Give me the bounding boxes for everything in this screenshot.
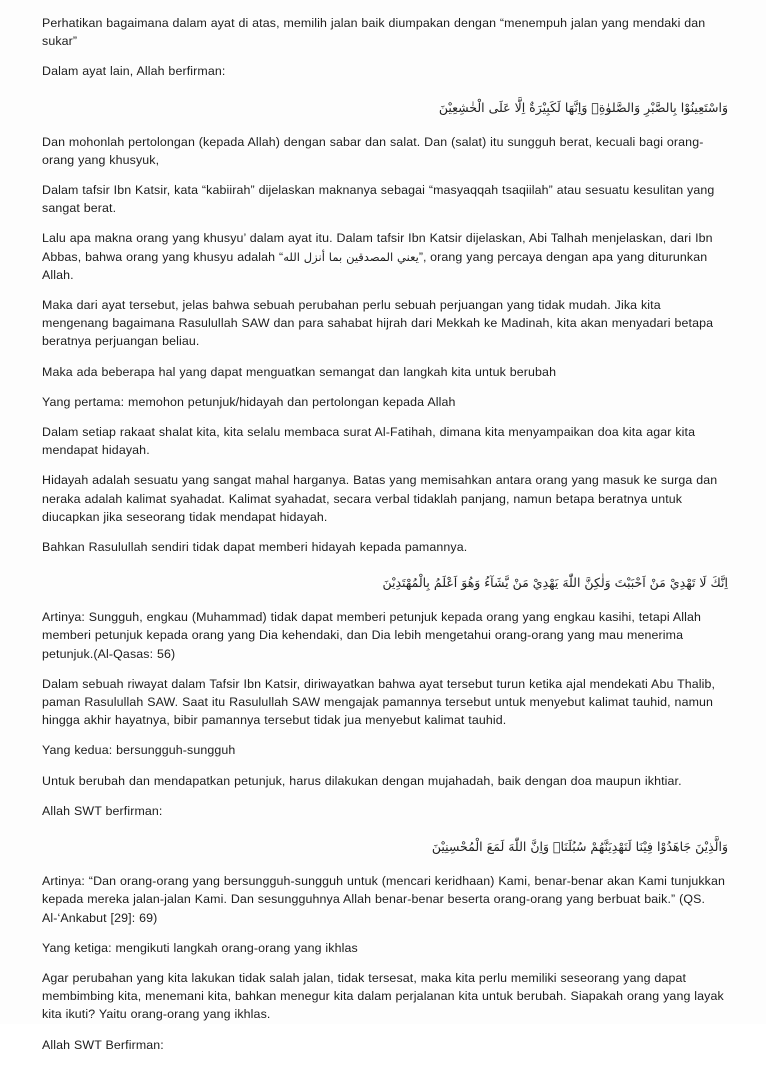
paragraph-tafsir-kabiirah: Dalam tafsir Ibn Katsir, kata “kabiirah” dijelaskan maknanya sebagai “masyaqqah tsaqiilah” atau sesuatu kesulitan yang sangat berat.	[42, 183, 715, 216]
paragraph-memilih-pembimbing: Agar perubahan yang kita lakukan tidak salah jalan, tidak tersesat, maka kita perlu memiliki seseorang yang dapat membimbing kita, menemani kita, bahkan menegur kita dalam perjalanan kita untuk berubah. Siapakah orang yang layak kita ikuti? Yaitu orang-orang yang ikhlas.	[42, 970, 724, 1022]
paragraph-allah-swt-berfirman-1: Allah SWT berfirman:	[42, 803, 163, 818]
paragraph-beberapa-hal-menguatkan: Maka ada beberapa hal yang dapat menguatkan semangat dan langkah kita untuk berubah	[42, 364, 557, 379]
paragraph-rakaat-al-fatihah: Dalam setiap rakaat shalat kita, kita selalu membaca surat Al-Fatihah, dimana kita menyampaikan doa kita agar kita mendapat hidayah.	[42, 425, 696, 458]
quran-verse-al-ankabut-69: وَالَّذِيْنَ جَاهَدُوْا فِيْنَا لَنَهْدِيَنَّهُمْ سُبُلَنَاۗ وَاِنَّ اللّٰهَ لَمَعَ الْمُحْسِنِيْنَ	[431, 839, 728, 855]
paragraph-makna-khusyu	[42, 229, 728, 284]
quran-verse-al-qasas-56: اِنَّكَ لَا تَهْدِيْ مَنْ اَحْبَبْتَ وَلٰكِنَّ اللّٰهَ يَهْدِيْ مَنْ يَّشَآءُ وَهُوَ اَعْلَمُ بِالْمُهْتَدِيْنَ	[382, 575, 728, 591]
paragraph-perubahan-perjuangan: Maka dari ayat tersebut, jelas bahwa sebuah perubahan perlu sebuah perjuangan yang tidak mudah. Jika kita mengenang bagaimana Rasulullah SAW dan para sahabat hijrah dari Mekkah ke Madinah, kita akan menyadari betapa beratnya perjuangan beliau.	[42, 298, 714, 349]
khusyu-text-before: Lalu apa makna orang yang khusyu’ dalam ayat itu. Dalam tafsir Ibn Katsir dijelaskan, Abi Talhah menjelaskan, dari Ibn Abbas, bahwa orang yang khusyu adalah “	[42, 231, 713, 264]
khusyu-text-after: ”, orang yang percaya dengan apa yang diturunkan Allah.	[42, 249, 708, 282]
paragraph-poin-ketiga: Yang ketiga: mengikuti langkah orang-orang yang ikhlas	[42, 940, 358, 955]
paragraph-translation-al-ankabut-69: Artinya: “Dan orang-orang yang bersungguh-sungguh untuk (mencari keridhaan) Kami, benar-benar akan Kami tunjukkan kepada mereka jalan-jalan Kami. Dan sesungguhnya Allah benar-benar beserta orang-orang yang berbuat baik.” (QS. Al-‘Ankabut [29]: 69)	[42, 874, 726, 925]
paragraph-translation-al-baqarah-45: Dan mohonlah pertolongan (kepada Allah) dengan sabar dan salat. Dan (salat) itu sungguh berat, kecuali bagi orang-orang yang khusyuk,	[42, 134, 704, 167]
arabic-inline-ibn-abbas: يعني المصدقين بما أنزل الله	[283, 249, 419, 264]
paragraph-dalam-ayat-lain: Dalam ayat lain, Allah berfirman:	[42, 64, 226, 79]
paragraph-poin-kedua: Yang kedua: bersungguh-sungguh	[42, 743, 236, 758]
paragraph-intro-jalan-mendaki: Perhatikan bagaimana dalam ayat di atas, memilih jalan baik diumpakan dengan “menempuh jalan yang mendaki dan sukar”	[42, 16, 706, 49]
paragraph-riwayat-abu-thalib: Dalam sebuah riwayat dalam Tafsir Ibn Katsir, diriwayatkan bahwa ayat tersebut turun ketika ajal mendekati Abu Thalib, paman Rasulullah SAW. Saat itu Rasulullah SAW mengajak pamannya tersebut untuk menyebut kalimat tauhid, namun hingga akhir hayatnya, bibir pamannya tersebut tidak jua menyebut kalimat tauhid.	[42, 676, 716, 728]
paragraph-hidayah-mahal: Hidayah adalah sesuatu yang sangat mahal harganya. Batas yang memisahkan antara orang yang masuk ke surga dan neraka adalah kalimat syahadat. Kalimat syahadat, secara verbal tidaklah panjang, namun betapa beratnya untuk diucapkan jika seseorang tidak mendapat hidayah.	[42, 473, 718, 524]
paragraph-rasulullah-paman: Bahkan Rasulullah sendiri tidak dapat memberi hidayah kepada pamannya.	[42, 540, 468, 555]
paragraph-poin-pertama: Yang pertama: memohon petunjuk/hidayah dan pertolongan kepada Allah	[42, 394, 456, 409]
paragraph-allah-swt-berfirman-2: Allah SWT Berfirman:	[42, 1037, 164, 1052]
paragraph-mujahadah: Untuk berubah dan mendapatkan petunjuk, harus dilakukan dengan mujahadah, baik dengan doa maupun ikhtiar.	[42, 773, 682, 788]
paragraph-translation-al-qasas-56: Artinya: Sungguh, engkau (Muhammad) tidak dapat memberi petunjuk kepada orang yang engkau kasihi, tetapi Allah memberi petunjuk kepada orang yang Dia kehendaki, dan Dia lebih mengetahui orang-orang yang mau menerima petunjuk.(Al-Qasas: 56)	[42, 610, 702, 661]
document-body	[42, 14, 728, 1066]
quran-verse-al-baqarah-45: وَاسْتَعِينُوْا بِالصَّبْرِ وَالصَّلوٰةِۗ وَاِنَّهَا لَكَبِيْرَةٌ اِلَّا عَلَى الْخٰشِعِيْنَ	[438, 99, 728, 115]
